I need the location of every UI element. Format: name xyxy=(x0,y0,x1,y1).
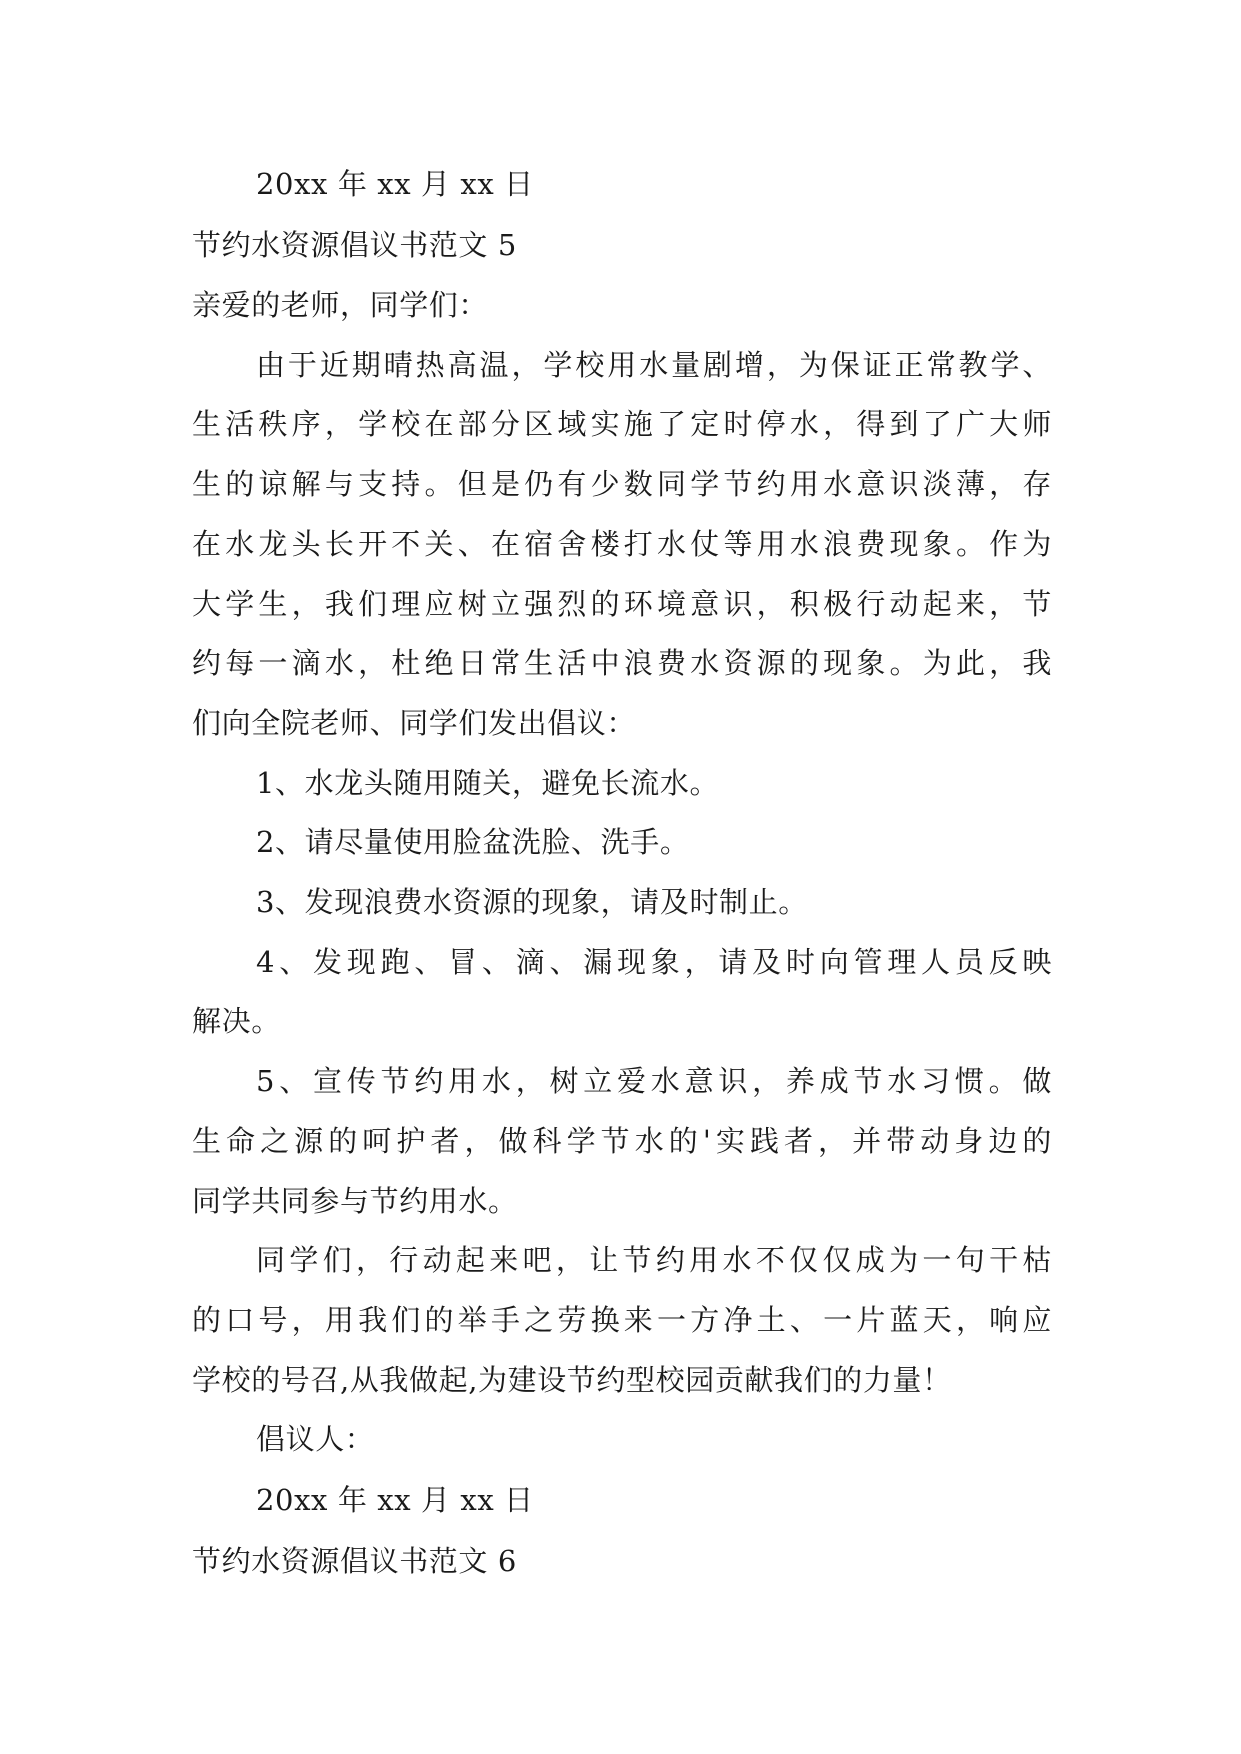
paragraph-line: 大学生，我们理应树立强烈的环境意识，积极行动起来，节 xyxy=(192,587,1052,621)
list-item: 同学共同参与节约用水。 xyxy=(192,1184,518,1218)
list-item: 2、请尽量使用脸盆洗脸、洗手。 xyxy=(256,825,690,859)
paragraph-line: 学校的号召,从我做起,为建设节约型校园贡献我们的力量！ xyxy=(192,1363,952,1397)
list-item: 生命之源的呵护者，做科学节水的'实践者，并带动身边的 xyxy=(192,1124,1052,1158)
date-line: 20xx 年 xx 月 xx 日 xyxy=(256,1483,534,1517)
paragraph-line: 的口号，用我们的举手之劳换来一方净土、一片蓝天，响应 xyxy=(192,1303,1052,1337)
paragraph-line: 同学们，行动起来吧，让节约用水不仅仅成为一句干枯 xyxy=(256,1243,1052,1277)
list-item: 4、发现跑、冒、滴、漏现象，请及时向管理人员反映 xyxy=(256,945,1052,979)
list-item: 3、发现浪费水资源的现象，请及时制止。 xyxy=(256,885,808,919)
list-item: 1、水龙头随用随关，避免长流水。 xyxy=(256,766,720,800)
list-item: 5、宣传节约用水，树立爱水意识，养成节水习惯。做 xyxy=(256,1064,1052,1098)
paragraph-line: 生的谅解与支持。但是仍有少数同学节约用水意识淡薄，存 xyxy=(192,467,1052,501)
section-title: 节约水资源倡议书范文 6 xyxy=(192,1544,517,1578)
section-title: 节约水资源倡议书范文 5 xyxy=(192,228,517,262)
paragraph-line: 们向全院老师、同学们发出倡议： xyxy=(192,706,637,740)
paragraph-line: 由于近期晴热高温，学校用水量剧增，为保证正常教学、 xyxy=(256,348,1052,382)
list-item: 解决。 xyxy=(192,1004,281,1038)
paragraph-line: 在水龙头长开不关、在宿舍楼打水仗等用水浪费现象。作为 xyxy=(192,527,1052,561)
date-line: 20xx 年 xx 月 xx 日 xyxy=(256,167,534,201)
signer-label: 倡议人： xyxy=(256,1422,375,1456)
paragraph-line: 生活秩序，学校在部分区域实施了定时停水，得到了广大师 xyxy=(192,407,1052,441)
salutation: 亲爱的老师，同学们： xyxy=(192,288,489,322)
paragraph-line: 约每一滴水，杜绝日常生活中浪费水资源的现象。为此，我 xyxy=(192,646,1052,680)
